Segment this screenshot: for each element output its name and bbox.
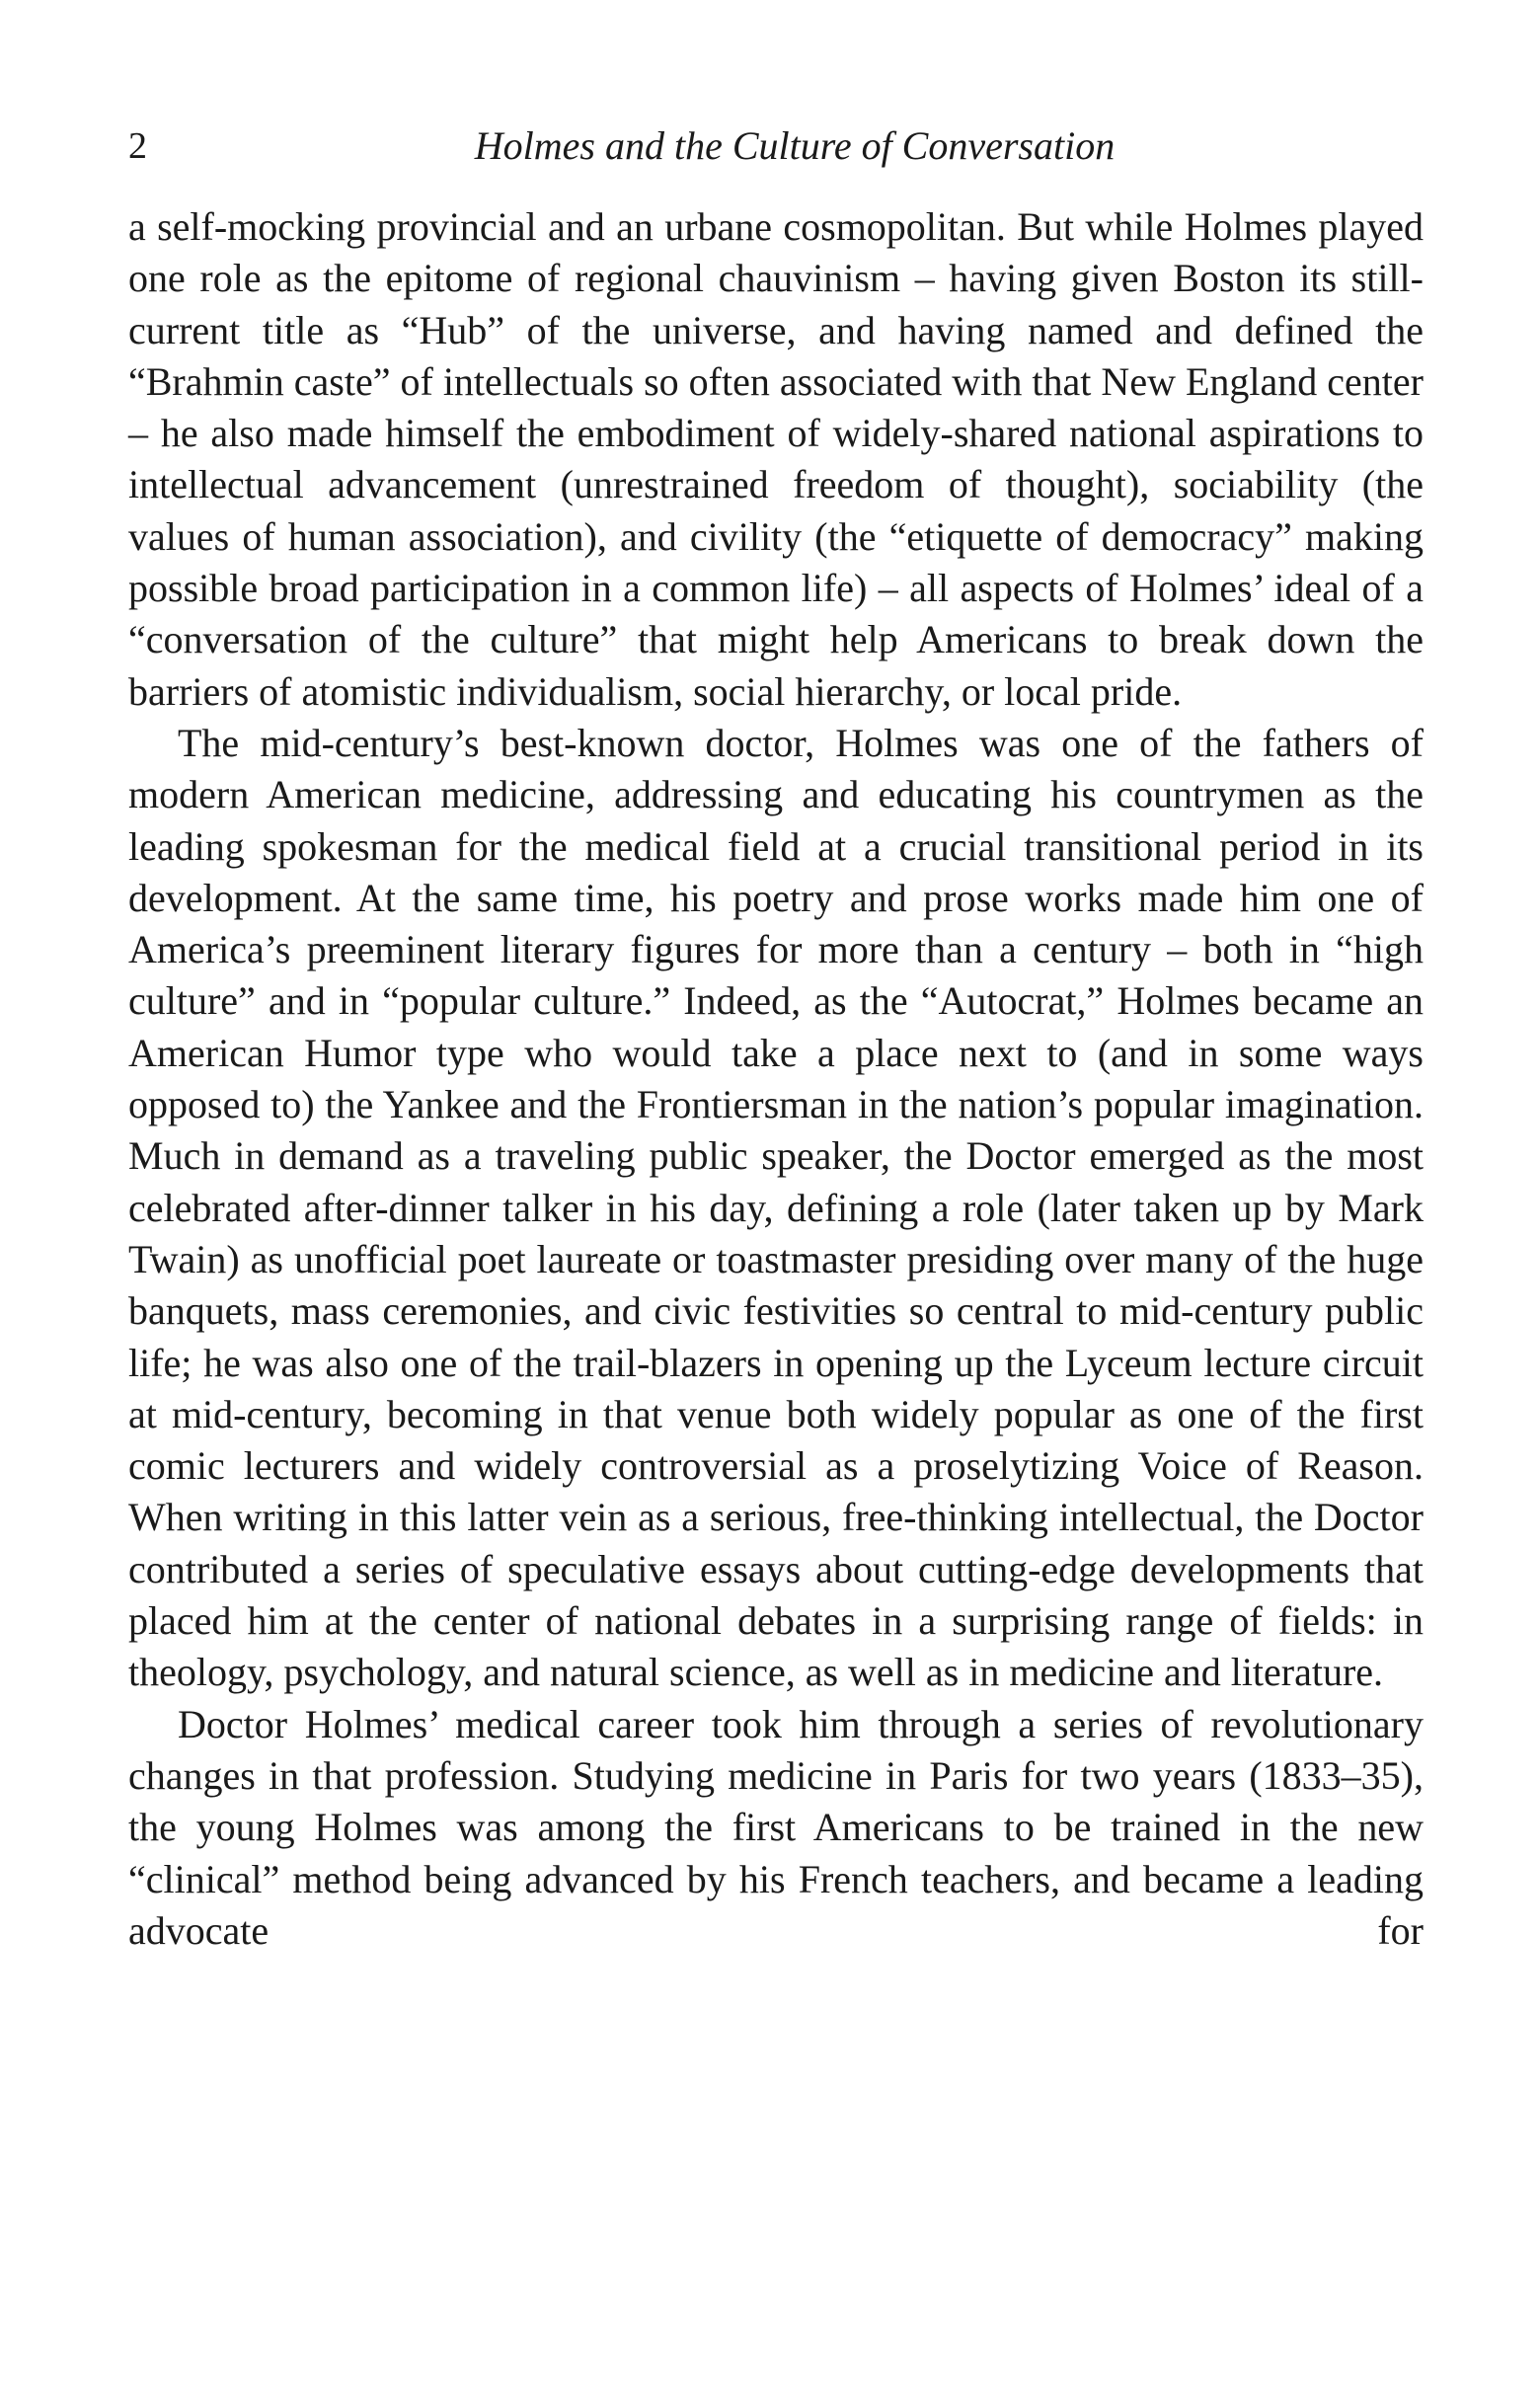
body-text bbox=[128, 201, 1424, 1957]
page-number: 2 bbox=[128, 125, 147, 167]
paragraph-3: Doctor Holmes’ medical career took him through a series of revolutionary changes in that profession. Studying medicine in Paris for two years (1833–35), the young Holmes was among the first Americans to be trained in the new “clinical” method being advanced by his French teachers, and became a leading advocate for bbox=[128, 1701, 1424, 1953]
paragraph-1: a self-mocking provincial and an urbane cosmopolitan. But while Holmes played one role as the epitome of regional chauvinism – having given Boston its still-current title as “Hub” of the universe, and having named and defined the “Brahmin caste” of intellectuals so often associated with that New England center – he also made himself the embodiment of widely-shared national aspirations to intellectual advancement (unrestrained freedom of thought), sociability (the values of human association), and civility (the “etiquette of democracy” making possible broad participation in a common life) – all aspects of Holmes’ ideal of a “conversation of the culture” that might help Americans to break down the barriers of atomistic individualism, social hierarchy, or local pride. bbox=[128, 204, 1424, 714]
running-title: Holmes and the Culture of Conversation bbox=[474, 123, 1116, 168]
running-head bbox=[128, 116, 1422, 176]
paragraph-2: The mid-century’s best-known doctor, Holmes was one of the fathers of modern American medicine, addressing and educating his countrymen as the leading spokesman for the medical field at a crucial transitional period in its development. At the same time, his poetry and prose works made him one of America’s preeminent literary figures for more than a century – both in “high culture” and in “popular culture.” Indeed, as the “Autocrat,” Holmes became an American Humor type who would take a place next to (and in some ways opposed to) the Yankee and the Frontiersman in the nation’s popular imagination. Much in demand as a traveling public speaker, the Doctor emerged as the most celebrated after-dinner talker in his day, defining a role (later taken up by Mark Twain) as unofficial poet laureate or toastmaster presiding over many of the huge banquets, mass ceremonies, and civic festivities so central to mid-century public life; he was also one of the trail-blazers in opening up the Lyceum lecture circuit at mid-century, becoming in that venue both widely popular as one of the first comic lecturers and widely controversial as a proselytizing Voice of Reason. When writing in this latter vein as a serious, free-thinking intellectual, the Doctor contributed a series of speculative essays about cutting-edge developments that placed him at the center of national debates in a surprising range of fields: in theology, psychology, and natural science, as well as in medicine and literature. bbox=[128, 720, 1424, 1695]
